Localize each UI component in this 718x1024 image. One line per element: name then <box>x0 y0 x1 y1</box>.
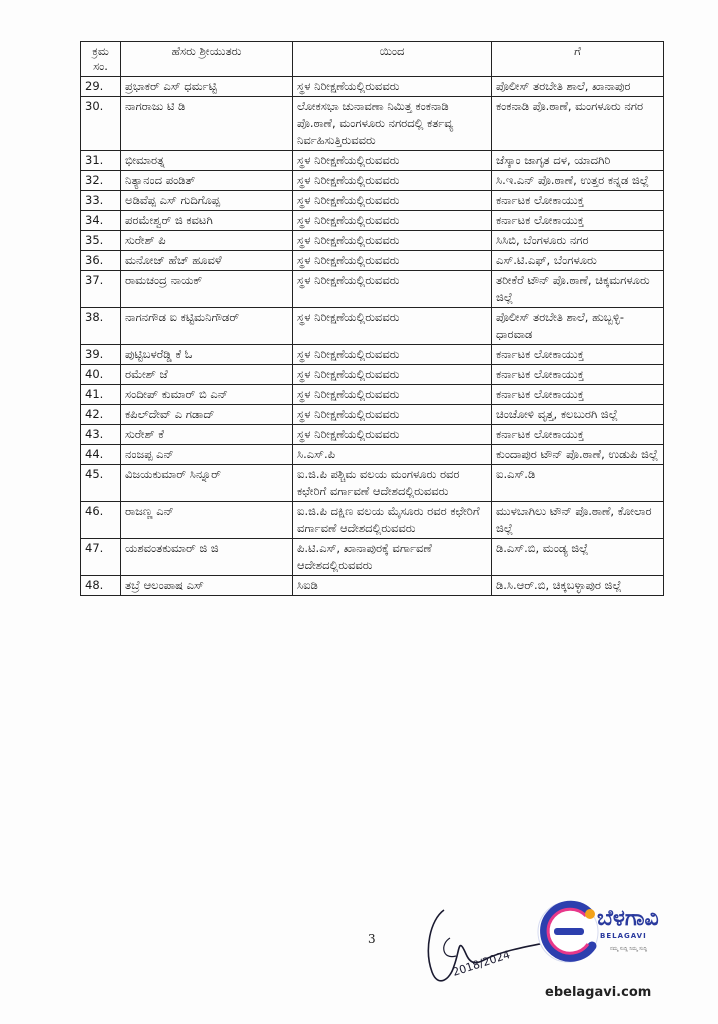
cell-name: ನಾಗರಾಜು ಟಿ ಡಿ <box>121 97 293 151</box>
table-row <box>81 445 664 465</box>
cell-name: ಕಪಿಲ್‌ದೇವ್ ಎ ಗಡಾದ್ <box>121 405 293 425</box>
cell-name: ಪುಟ್ಟಿಬಳರೆಡ್ಡಿ ಕೆ ಓ <box>121 345 293 365</box>
cell-serial: 36. <box>81 251 121 271</box>
table-row <box>81 231 664 251</box>
table-row <box>81 251 664 271</box>
cell-serial: 41. <box>81 385 121 405</box>
cell-name: ಮನೋಜ್ ಹೆಚ್ ಹೂವಳೆ <box>121 251 293 271</box>
cell-from: ಸ್ಥಳ ನಿರೀಕ್ಷಣೆಯಲ್ಲಿರುವವರು <box>293 425 492 445</box>
table-header-row <box>81 42 664 77</box>
cell-serial: 38. <box>81 308 121 345</box>
cell-to: ಮುಳಬಾಗಿಲು ಟೌನ್ ಪೊ.ಠಾಣೆ, ಕೋಲಾರ ಜಿಲ್ಲೆ <box>492 502 664 539</box>
table-row <box>81 365 664 385</box>
cell-to: ಕುಂದಾಪುರ ಟೌನ್ ಪೊ.ಠಾಣೆ, ಉಡುಪಿ ಜಿಲ್ಲೆ <box>492 445 664 465</box>
cell-from: ಸ್ಥಳ ನಿರೀಕ್ಷಣೆಯಲ್ಲಿರುವವರು <box>293 365 492 385</box>
table-row <box>81 191 664 211</box>
cell-name: ನಂಜಪ್ಪ ಎನ್ <box>121 445 293 465</box>
cell-to: ಪೊಲೀಸ್ ತರಬೇತಿ ಶಾಲೆ, ಹುಬ್ಬಳ್ಳಿ-ಧಾರವಾಡ <box>492 308 664 345</box>
cell-name: ತಬ್ರೆ ಆಲಂಪಾಷ ಎಸ್ <box>121 576 293 596</box>
table-row <box>81 502 664 539</box>
logo-tagline: ನಮ್ಮ ಸುದ್ದಿ ನಿಮ್ಮ ಸುದ್ದಿ <box>610 946 648 952</box>
cell-to: ಕರ್ನಾಟಕ ಲೋಕಾಯುಕ್ತ <box>492 191 664 211</box>
signature-date: 2018/2024 <box>450 948 512 979</box>
cell-from: ಸ್ಥಳ ನಿರೀಕ್ಷಣೆಯಲ್ಲಿರುವವರು <box>293 191 492 211</box>
table-row <box>81 77 664 97</box>
cell-from: ಲೋಕಸಭಾ ಚುನಾವಣಾ ನಿಮಿತ್ತ ಕಂಕನಾಡಿ ಪೊ.ಠಾಣೆ, ಮಂಗಳೂರು ನಗರದಲ್ಲಿ ಕರ್ತವ್ಯ ನಿರ್ವಹಿಸುತ್ತಿರುವವರು <box>293 97 492 151</box>
cell-name: ಭೀಮಾರತ್ನ <box>121 151 293 171</box>
header-name: ಹೆಸರು ಶ್ರೀಯುತರು <box>121 42 293 77</box>
cell-from: ಸ್ಥಳ ನಿರೀಕ್ಷಣೆಯಲ್ಲಿರುವವರು <box>293 405 492 425</box>
cell-to: ಕರ್ನಾಟಕ ಲೋಕಾಯುಕ್ತ <box>492 365 664 385</box>
cell-to: ಸಿಸಿಬಿ, ಬೆಂಗಳೂರು ನಗರ <box>492 231 664 251</box>
cell-from: ಸ್ಥಳ ನಿರೀಕ್ಷಣೆಯಲ್ಲಿರುವವರು <box>293 77 492 97</box>
cell-from: ಸ್ಥಳ ನಿರೀಕ್ಷಣೆಯಲ್ಲಿರುವವರು <box>293 211 492 231</box>
cell-to: ಡಿ.ಸಿ.ಆರ್.ಬಿ, ಚಿಕ್ಕಬಳ್ಳಾಪುರ ಜಿಲ್ಲೆ <box>492 576 664 596</box>
cell-serial: 47. <box>81 539 121 576</box>
cell-from: ಸ್ಥಳ ನಿರೀಕ್ಷಣೆಯಲ್ಲಿರುವವರು <box>293 385 492 405</box>
table-row <box>81 271 664 308</box>
website-link[interactable]: ebelagavi.com <box>545 985 652 1000</box>
cell-to: ತರೀಕೆರೆ ಟೌನ್ ಪೊ.ಠಾಣೆ, ಚಿಕ್ಕಮಗಳೂರು ಜಿಲ್ಲೆ <box>492 271 664 308</box>
cell-name: ರಮೇಶ್ ಜೆ <box>121 365 293 385</box>
cell-name: ರಾಜಣ್ಣ ಎನ್ <box>121 502 293 539</box>
table-row <box>81 151 664 171</box>
table-row <box>81 211 664 231</box>
page-number: 3 <box>368 932 376 946</box>
cell-from: ಸ್ಥಳ ನಿರೀಕ್ಷಣೆಯಲ್ಲಿರುವವರು <box>293 151 492 171</box>
cell-serial: 37. <box>81 271 121 308</box>
cell-serial: 46. <box>81 502 121 539</box>
cell-from: ಸ್ಥಳ ನಿರೀಕ್ಷಣೆಯಲ್ಲಿರುವವರು <box>293 171 492 191</box>
cell-from: ಐ.ಜಿ.ಪಿ ದಕ್ಷಿಣ ವಲಯ ಮೈಸೂರು ರವರ ಕಛೇರಿಗೆ ವರ್ಗಾವಣೆ ಆದೇಶದಲ್ಲಿರುವವರು <box>293 502 492 539</box>
cell-to: ಜೆಸ್ಕಾಂ ಜಾಗೃತ ದಳ, ಯಾದಗಿರಿ <box>492 151 664 171</box>
cell-serial: 35. <box>81 231 121 251</box>
cell-name: ಪರಮೇಶ್ವರ್ ಜಿ ಕವಟಗಿ <box>121 211 293 231</box>
cell-from: ಸ್ಥಳ ನಿರೀಕ್ಷಣೆಯಲ್ಲಿರುವವರು <box>293 345 492 365</box>
table-row <box>81 171 664 191</box>
cell-to: ಕರ್ನಾಟಕ ಲೋಕಾಯುಕ್ತ <box>492 345 664 365</box>
cell-to: ಕರ್ನಾಟಕ ಲೋಕಾಯುಕ್ತ <box>492 211 664 231</box>
cell-from: ಸ್ಥಳ ನಿರೀಕ್ಷಣೆಯಲ್ಲಿರುವವರು <box>293 308 492 345</box>
table-row <box>81 539 664 576</box>
cell-name: ರಾಮಚಂದ್ರ ನಾಯಕ್ <box>121 271 293 308</box>
cell-to: ಐ.ಎಸ್.ಡಿ <box>492 465 664 502</box>
cell-serial: 34. <box>81 211 121 231</box>
cell-to: ಎಸ್.ಟಿ.ಎಫ್, ಬೆಂಗಳೂರು <box>492 251 664 271</box>
table-row <box>81 465 664 502</box>
cell-to: ಚಿಂಚೋಳಿ ವೃತ್ತ, ಕಲಬುರಗಿ ಜಿಲ್ಲೆ <box>492 405 664 425</box>
cell-name: ಪ್ರಭಾಕರ್ ಎಸ್ ಧರ್ಮಟ್ಟಿ <box>121 77 293 97</box>
cell-from: ಐ.ಜಿ.ಪಿ ಪಶ್ಚಿಮ ವಲಯ ಮಂಗಳೂರು ರವರ ಕಛೇರಿಗೆ ವರ್ಗಾವಣೆ ಆದೇಶದಲ್ಲಿರುವವರು <box>293 465 492 502</box>
logo-subtitle: BELAGAVI <box>600 932 647 940</box>
cell-to: ಡಿ.ಎಸ್.ಬಿ, ಮಂಡ್ಯ ಜಿಲ್ಲೆ <box>492 539 664 576</box>
cell-name: ಸುರೇಶ್ ಪಿ <box>121 231 293 251</box>
cell-from: ಸ್ಥಳ ನಿರೀಕ್ಷಣೆಯಲ್ಲಿರುವವರು <box>293 271 492 308</box>
cell-to: ಕಂಕನಾಡಿ ಪೊ.ಠಾಣೆ, ಮಂಗಳೂರು ನಗರ <box>492 97 664 151</box>
cell-from: ಸ್ಥಳ ನಿರೀಕ್ಷಣೆಯಲ್ಲಿರುವವರು <box>293 251 492 271</box>
cell-name: ಅಡಿವೆಪ್ಪ ಎಸ್ ಗುದಿಗೊಪ್ಪ <box>121 191 293 211</box>
table-row <box>81 425 664 445</box>
cell-name: ಯಶವಂತಕುಮಾರ್ ಜಿ ಜಿ <box>121 539 293 576</box>
cell-from: ಸ್ಥಳ ನಿರೀಕ್ಷಣೆಯಲ್ಲಿರುವವರು <box>293 231 492 251</box>
cell-serial: 39. <box>81 345 121 365</box>
transfer-table <box>80 41 664 596</box>
cell-serial: 44. <box>81 445 121 465</box>
table-row <box>81 308 664 345</box>
cell-name: ಸುರೇಶ್ ಕೆ <box>121 425 293 445</box>
cell-serial: 32. <box>81 171 121 191</box>
table-row <box>81 385 664 405</box>
cell-serial: 30. <box>81 97 121 151</box>
cell-serial: 40. <box>81 365 121 385</box>
cell-to: ಕರ್ನಾಟಕ ಲೋಕಾಯುಕ್ತ <box>492 385 664 405</box>
header-to: ಗೆ <box>492 42 664 77</box>
cell-name: ನಿತ್ಯಾನಂದ ಪಂಡಿತ್ <box>121 171 293 191</box>
cell-name: ನಾಗನಗೌಡ ಐ ಕಟ್ಟಿಮನಿಗೌಡರ್ <box>121 308 293 345</box>
table-row <box>81 576 664 596</box>
cell-serial: 45. <box>81 465 121 502</box>
header-serial: ಕ್ರಮ ಸಂ. <box>81 42 121 77</box>
cell-serial: 48. <box>81 576 121 596</box>
cell-serial: 29. <box>81 77 121 97</box>
cell-serial: 42. <box>81 405 121 425</box>
cell-serial: 33. <box>81 191 121 211</box>
cell-to: ಸಿ.ಇ.ಎನ್ ಪೊ.ಠಾಣೆ, ಉತ್ತರ ಕನ್ನಡ ಜಿಲ್ಲೆ <box>492 171 664 191</box>
cell-serial: 31. <box>81 151 121 171</box>
cell-from: ಪಿ.ಟಿ.ಎಸ್, ಖಾನಾಪುರಕ್ಕೆ ವರ್ಗಾವಣೆ ಆದೇಶದಲ್ಲಿರುವವರು <box>293 539 492 576</box>
cell-to: ಕರ್ನಾಟಕ ಲೋಕಾಯುಕ್ತ <box>492 425 664 445</box>
cell-name: ವಿಜಯಕುಮಾರ್ ಸಿನ್ನೂರ್ <box>121 465 293 502</box>
cell-serial: 43. <box>81 425 121 445</box>
cell-from: ಸಿಐಡಿ <box>293 576 492 596</box>
cell-to: ಪೊಲೀಸ್ ತರಬೇತಿ ಶಾಲೆ, ಖಾನಾಪುರ <box>492 77 664 97</box>
table-row <box>81 345 664 365</box>
table-row <box>81 97 664 151</box>
header-from: ಯಿಂದ <box>293 42 492 77</box>
cell-from: ಸಿ.ಎಸ್.ಪಿ <box>293 445 492 465</box>
logo-wordmark: ಬೆಳಗಾವಿ <box>597 906 659 931</box>
cell-name: ಸಂದೀಪ್ ಕುಮಾರ್ ಬಿ ಎನ್ <box>121 385 293 405</box>
table-row <box>81 405 664 425</box>
